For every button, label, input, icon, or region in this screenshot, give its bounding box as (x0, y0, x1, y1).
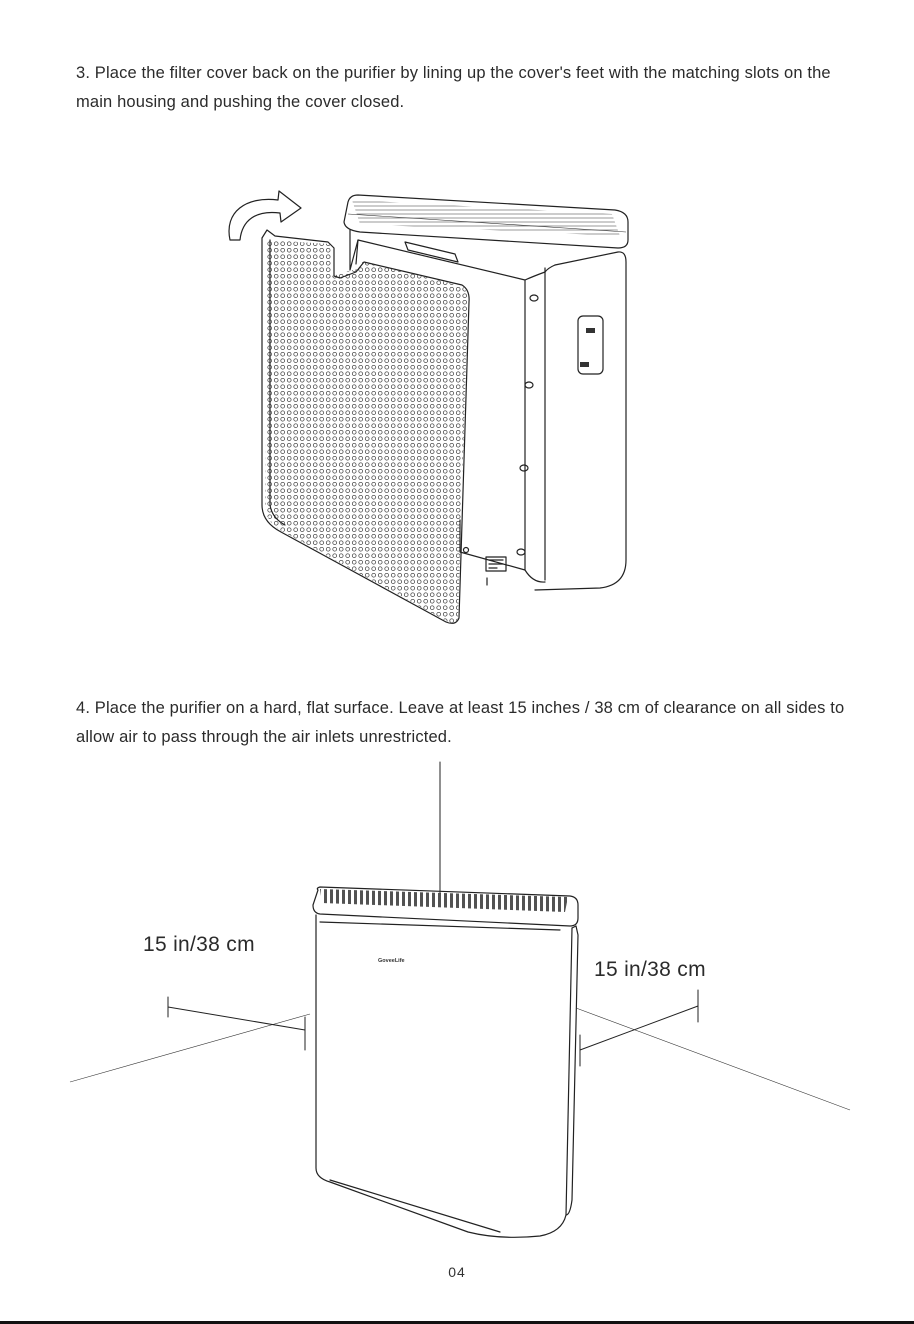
filter-cover (262, 230, 469, 623)
right-clearance-marker (576, 990, 850, 1110)
filter-cover-illustration (0, 170, 914, 650)
step-3-instruction: 3. Place the filter cover back on the purifier by lining up the cover's feet with the matching slots on the main housing and pushing the cover closed. (76, 64, 831, 111)
left-clearance-label: 15 in/38 cm (143, 933, 255, 956)
clearance-illustration (0, 758, 914, 1258)
left-clearance-marker (70, 997, 310, 1082)
purifier-front (313, 887, 578, 1237)
brand-logo: GoveeLife (378, 958, 405, 964)
step-4-instruction: 4. Place the purifier on a hard, flat surface. Leave at least 15 inches / 38 cm of clearance on all sides to allow air to pass through the air inlets unrestricted. (76, 699, 845, 746)
page-number: 04 (448, 1264, 466, 1280)
right-clearance-label: 15 in/38 cm (594, 958, 706, 981)
